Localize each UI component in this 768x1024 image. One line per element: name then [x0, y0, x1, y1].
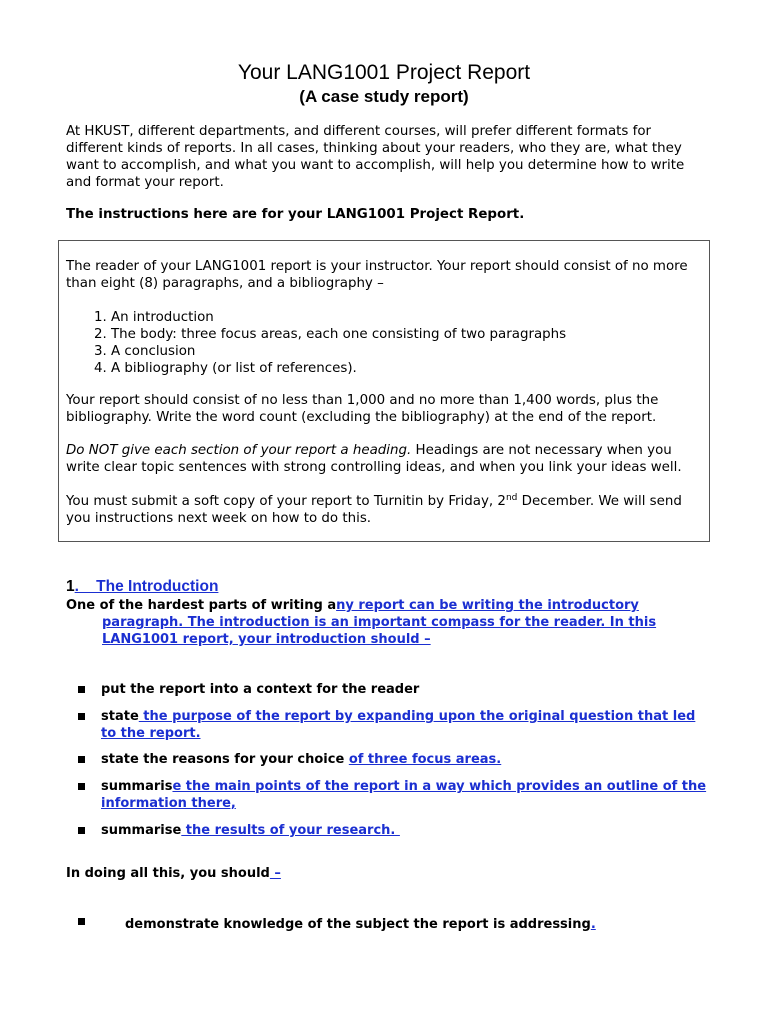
headings-warning: Do NOT give each section of your report a heading.	[66, 443, 412, 458]
box-paragraph-reader: The reader of your LANG1001 report is your instructor. Your report should consist of no more than eight (8) paragraphs, and a bibliography –	[66, 259, 688, 291]
bullet-link[interactable]: of three focus areas.	[348, 752, 502, 767]
list-item: 1. An introduction	[111, 309, 731, 326]
section-heading-link[interactable]: . The Introduction	[74, 578, 219, 595]
headings-explanation: Headings are not necessary when you write clear topic sentences with strong controlling ideas, and when you link your ideas well.	[66, 443, 682, 475]
bullet-square-icon	[78, 686, 85, 693]
bullet-text: state the reasons for your choice	[101, 752, 349, 767]
bullet-text: summaris	[101, 779, 173, 794]
submission-text-end: December. We will send you instructions next week on how to do this.	[66, 494, 682, 526]
bullet-link[interactable]: e the main points of the report in a way which provides an outline of the	[172, 779, 707, 794]
page-subtitle: (A case study report)	[299, 87, 469, 106]
bullet-link[interactable]: the purpose of the report by expanding upon the original question that led	[138, 709, 696, 724]
bullet-link-continued[interactable]: to the report.	[101, 726, 201, 741]
section-lead-paragraph	[66, 597, 706, 648]
bullet-square-icon	[78, 783, 85, 790]
bullet-square-icon	[78, 713, 85, 720]
list-item: 4. A bibliography (or list of references).	[111, 360, 731, 377]
doing-text: In doing all this, you should	[66, 866, 270, 881]
lead-link-3[interactable]: LANG1001 report, your introduction should –	[102, 632, 431, 647]
ordinal-suffix: nd	[505, 493, 518, 503]
doing-link[interactable]: –	[269, 866, 281, 881]
bullet-link[interactable]: the results of your research.	[181, 823, 400, 838]
bullet-text: summarise	[101, 823, 182, 838]
box-paragraph-submission	[66, 493, 706, 527]
bullet-text: state	[101, 709, 139, 724]
box-paragraph-wordcount: Your report should consist of no less than 1,000 and no more than 1,400 words, plus the bibliography. Write the word count (excluding the bibliography) at the end of the report.	[66, 393, 659, 425]
intro-paragraph: At HKUST, different departments, and different courses, will prefer different formats for different kinds of reports. In all cases, thinking about your readers, who they are, what they want to accomplish, and what you want to accomplish, will help you determine how to write and format your report.	[66, 124, 685, 190]
bullet-square-icon	[78, 918, 85, 925]
bullet-text: put the report into a context for the reader	[101, 682, 420, 697]
lead-link-2[interactable]: paragraph. The introduction is an important compass for the reader. In this	[102, 615, 657, 630]
requirements-box	[58, 240, 710, 542]
lead-text: One of the hardest parts of writing a	[66, 598, 337, 613]
box-paragraph-headings	[66, 442, 706, 476]
instructions-line: The instructions here are for your LANG1001 Project Report.	[66, 207, 525, 222]
doing-this-line	[66, 865, 281, 882]
report-parts-list	[69, 309, 731, 377]
bullet-square-icon	[78, 827, 85, 834]
list-item: 2. The body: three focus areas, each one consisting of two paragraphs	[111, 326, 731, 343]
page-title: Your LANG1001 Project Report	[237, 61, 531, 84]
section-number: 1	[66, 578, 75, 595]
lead-link-1[interactable]: ny report can be writing the introductory	[336, 598, 639, 613]
submission-text-start: You must submit a soft copy of your report to Turnitin by Friday, 2	[66, 494, 506, 509]
bullet-text: demonstrate knowledge of the subject the report is addressing	[125, 917, 591, 932]
section-heading-introduction	[66, 577, 218, 597]
bullet-link[interactable]: .	[590, 917, 596, 932]
bullet-square-icon	[78, 756, 85, 763]
list-item: 3. A conclusion	[111, 343, 731, 360]
bullet-link-continued[interactable]: information there,	[101, 796, 236, 811]
